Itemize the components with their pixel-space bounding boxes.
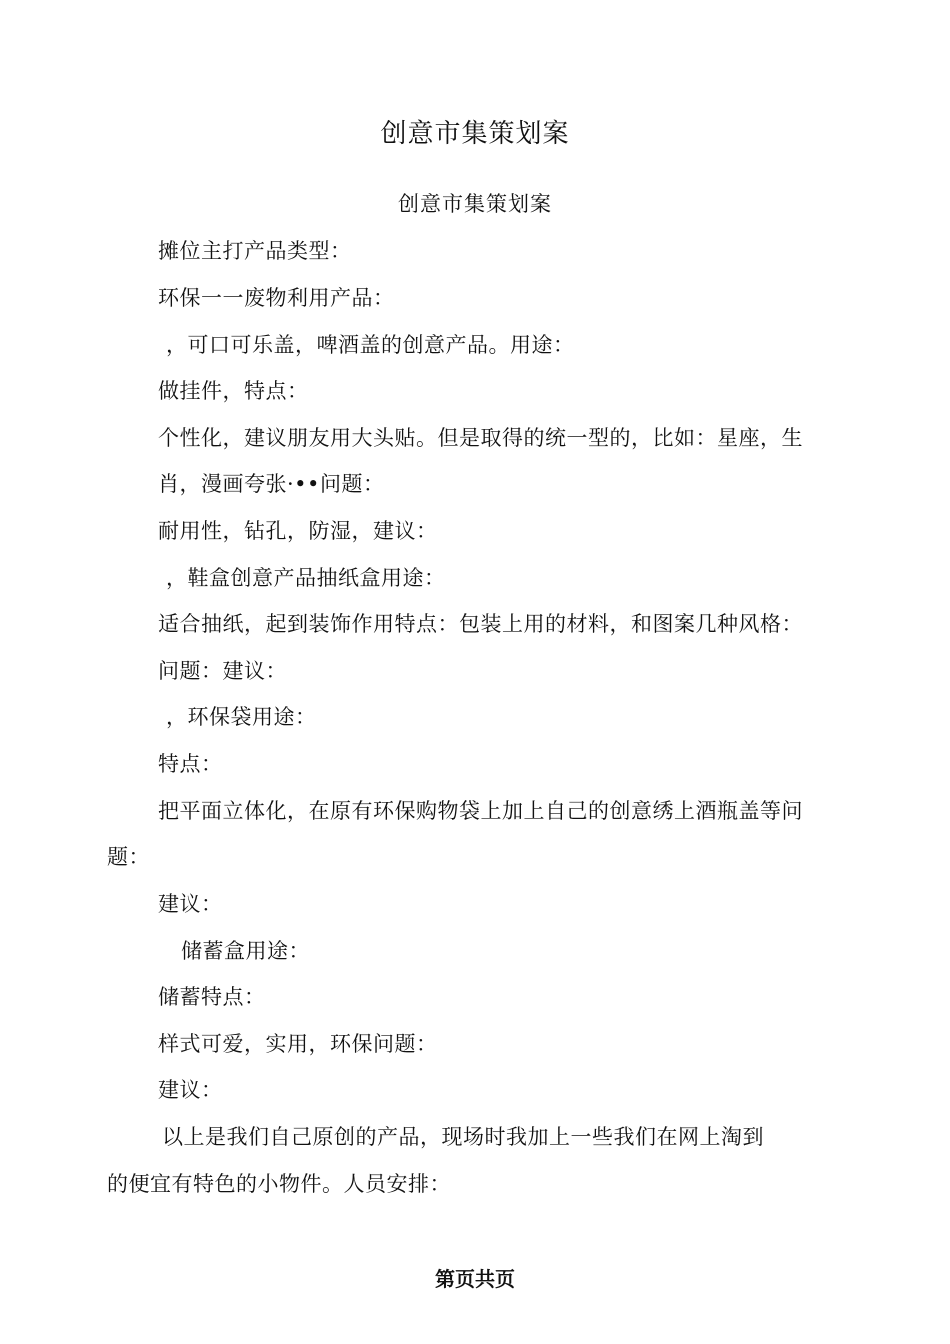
text-line: ，环保袋用途： [166,705,317,729]
text-line: 环保一一废物利用产品： [158,286,395,310]
text-line: 摊位主打产品类型： [158,239,352,263]
text-line: 做挂件，特点： [158,379,309,403]
text-line: 问题：建议： [158,659,287,683]
text-line: 肖，漫画夸张·••问题： [158,472,385,496]
text-line: 样式可爱，实用，环保问题： [158,1032,438,1056]
text-line: 储蓄盒用途： [181,939,310,963]
document-title: 创意市集策划案 [380,119,570,149]
text-line: 储蓄特点： [158,985,266,1009]
text-line: 适合抽纸，起到装饰作用特点：包装上用的材料，和图案几种风格： [158,612,803,636]
document-subtitle: 创意市集策划案 [398,192,552,216]
page-footer: 第页共页 [435,1267,515,1291]
text-line: 以上是我们自己原创的产品，现场时我加上一些我们在网上淘到 [162,1125,764,1149]
text-line: ，鞋盒创意产品抽纸盒用途： [166,566,446,590]
text-line: 个性化，建议朋友用大头贴。但是取得的统一型的，比如：星座，生 [158,426,803,450]
text-line: 特点： [158,752,223,776]
text-line: ，可口可乐盖，啤酒盖的创意产品。用途： [166,333,575,357]
text-line: 建议： [158,892,223,916]
text-line: 建议： [158,1078,223,1102]
text-line: 把平面立体化，在原有环保购物袋上加上自己的创意绣上酒瓶盖等问 [158,799,803,823]
text-line: 题： [107,845,150,869]
text-line: 耐用性，钻孔，防湿，建议： [158,519,438,543]
text-line: 的便宜有特色的小物件。人员安排： [107,1172,451,1196]
